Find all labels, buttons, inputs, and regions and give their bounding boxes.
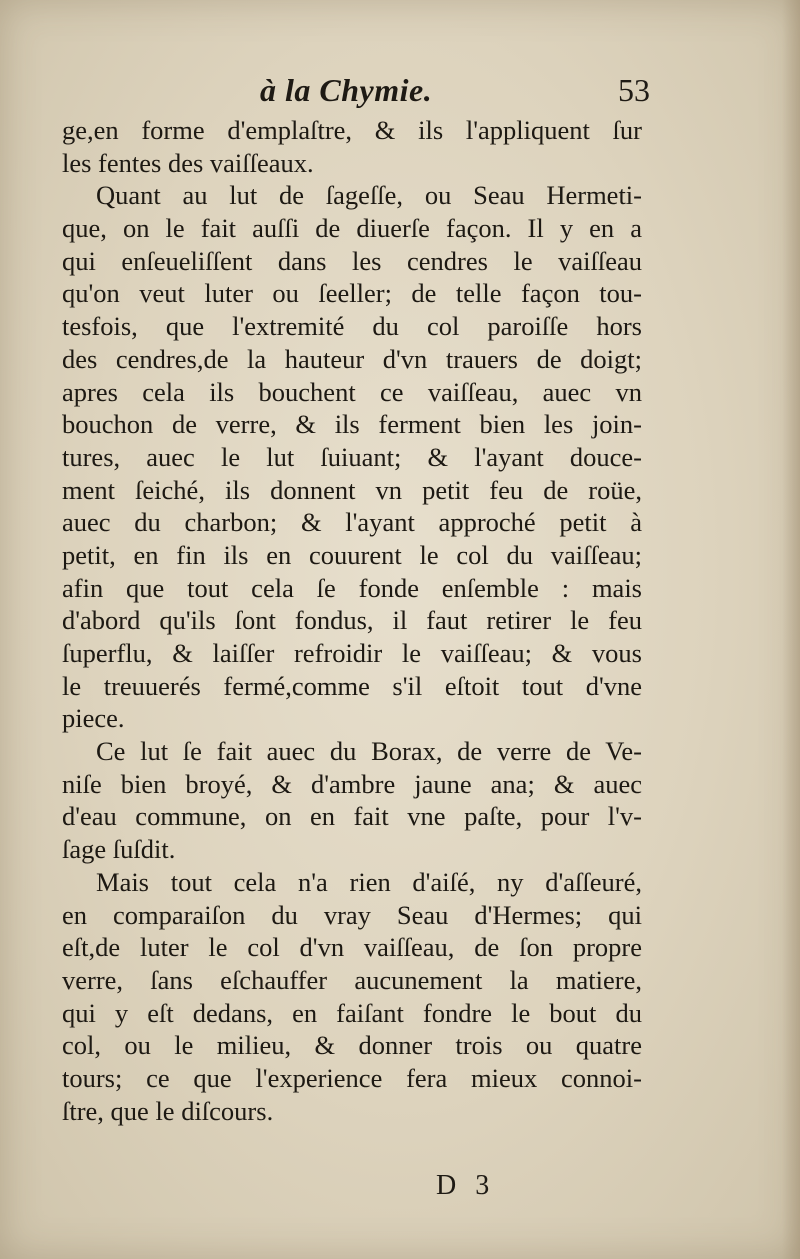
page-header	[60, 72, 650, 112]
text-line: d'eau commune, on en fait vne paſte, pour l'v-	[62, 801, 642, 832]
page-number: 53	[618, 72, 650, 108]
text-line: auec du charbon; & l'ayant approché petit à	[62, 507, 642, 538]
text-line: Quant au lut de ſageſſe, ou Seau Hermeti-	[96, 180, 642, 211]
text-line: qui enſeueliſſent dans les cendres le vaiſſeau	[62, 245, 642, 276]
text-line: tesfois, que l'extremité du col paroiſſe hors	[62, 311, 642, 342]
text-line: ge,en forme d'emplaſtre, & ils l'appliquent ſur	[62, 115, 642, 145]
text-line: col, ou le milieu, & donner trois ou quatre	[62, 1030, 642, 1061]
body-text	[62, 114, 642, 1127]
text-line: piece.	[62, 703, 125, 734]
running-title: à la Chymie.	[260, 72, 433, 108]
text-line: d'abord qu'ils ſont fondus, il faut retirer le feu	[62, 605, 642, 636]
text-line: que, on le fait auſſi de diuerſe façon. Il y en a	[62, 213, 642, 244]
text-line: eſt,de luter le col d'vn vaiſſeau, de ſon propre	[62, 932, 642, 963]
text-line: le treuuerés fermé,comme s'il eſtoit tout d'vne	[62, 670, 642, 701]
text-line: niſe bien broyé, & d'ambre jaune ana; & auec	[62, 768, 642, 799]
text-line: tours; ce que l'experience fera mieux connoi-	[62, 1062, 642, 1093]
text-line: bouchon de verre, & ils ferment bien les join-	[62, 409, 642, 440]
signature-mark: D 3	[436, 1170, 496, 1201]
text-line: tures, auec le lut ſuiuant; & l'ayant douce-	[62, 441, 642, 472]
text-line: petit, en fin ils en couurent le col du vaiſſeau;	[62, 539, 642, 570]
text-line: ſage ſuſdit.	[62, 834, 176, 865]
text-line: ſuperflu, & laiſſer refroidir le vaiſſeau; & vous	[62, 638, 642, 668]
page-edge-shadow	[782, 0, 800, 1259]
text-line: qu'on veut luter ou ſeeller; de telle façon tou-	[62, 278, 642, 309]
text-line: des cendres,de la hauteur d'vn trauers de doigt;	[62, 343, 642, 374]
text-line: verre, ſans eſchauffer aucunement la matiere,	[62, 964, 642, 995]
text-line: les fentes des vaiſſeaux.	[62, 147, 314, 178]
text-line: Ce lut ſe fait auec du Borax, de verre de Ve-	[96, 736, 642, 767]
text-line: ment ſeiché, ils donnent vn petit feu de roüe,	[62, 474, 642, 505]
text-line: Mais tout cela n'a rien d'aiſé, ny d'aſſeuré,	[96, 866, 642, 897]
text-line: apres cela ils bouchent ce vaiſſeau, auec vn	[62, 376, 642, 407]
text-line: ſtre, que le diſcours.	[62, 1095, 274, 1126]
text-line: en comparaiſon du vray Seau d'Hermes; qui	[62, 899, 642, 930]
text-line: qui y eſt dedans, en faiſant fondre le bout du	[62, 997, 642, 1028]
text-line: afin que tout cela ſe fonde enſemble : mais	[62, 572, 642, 603]
